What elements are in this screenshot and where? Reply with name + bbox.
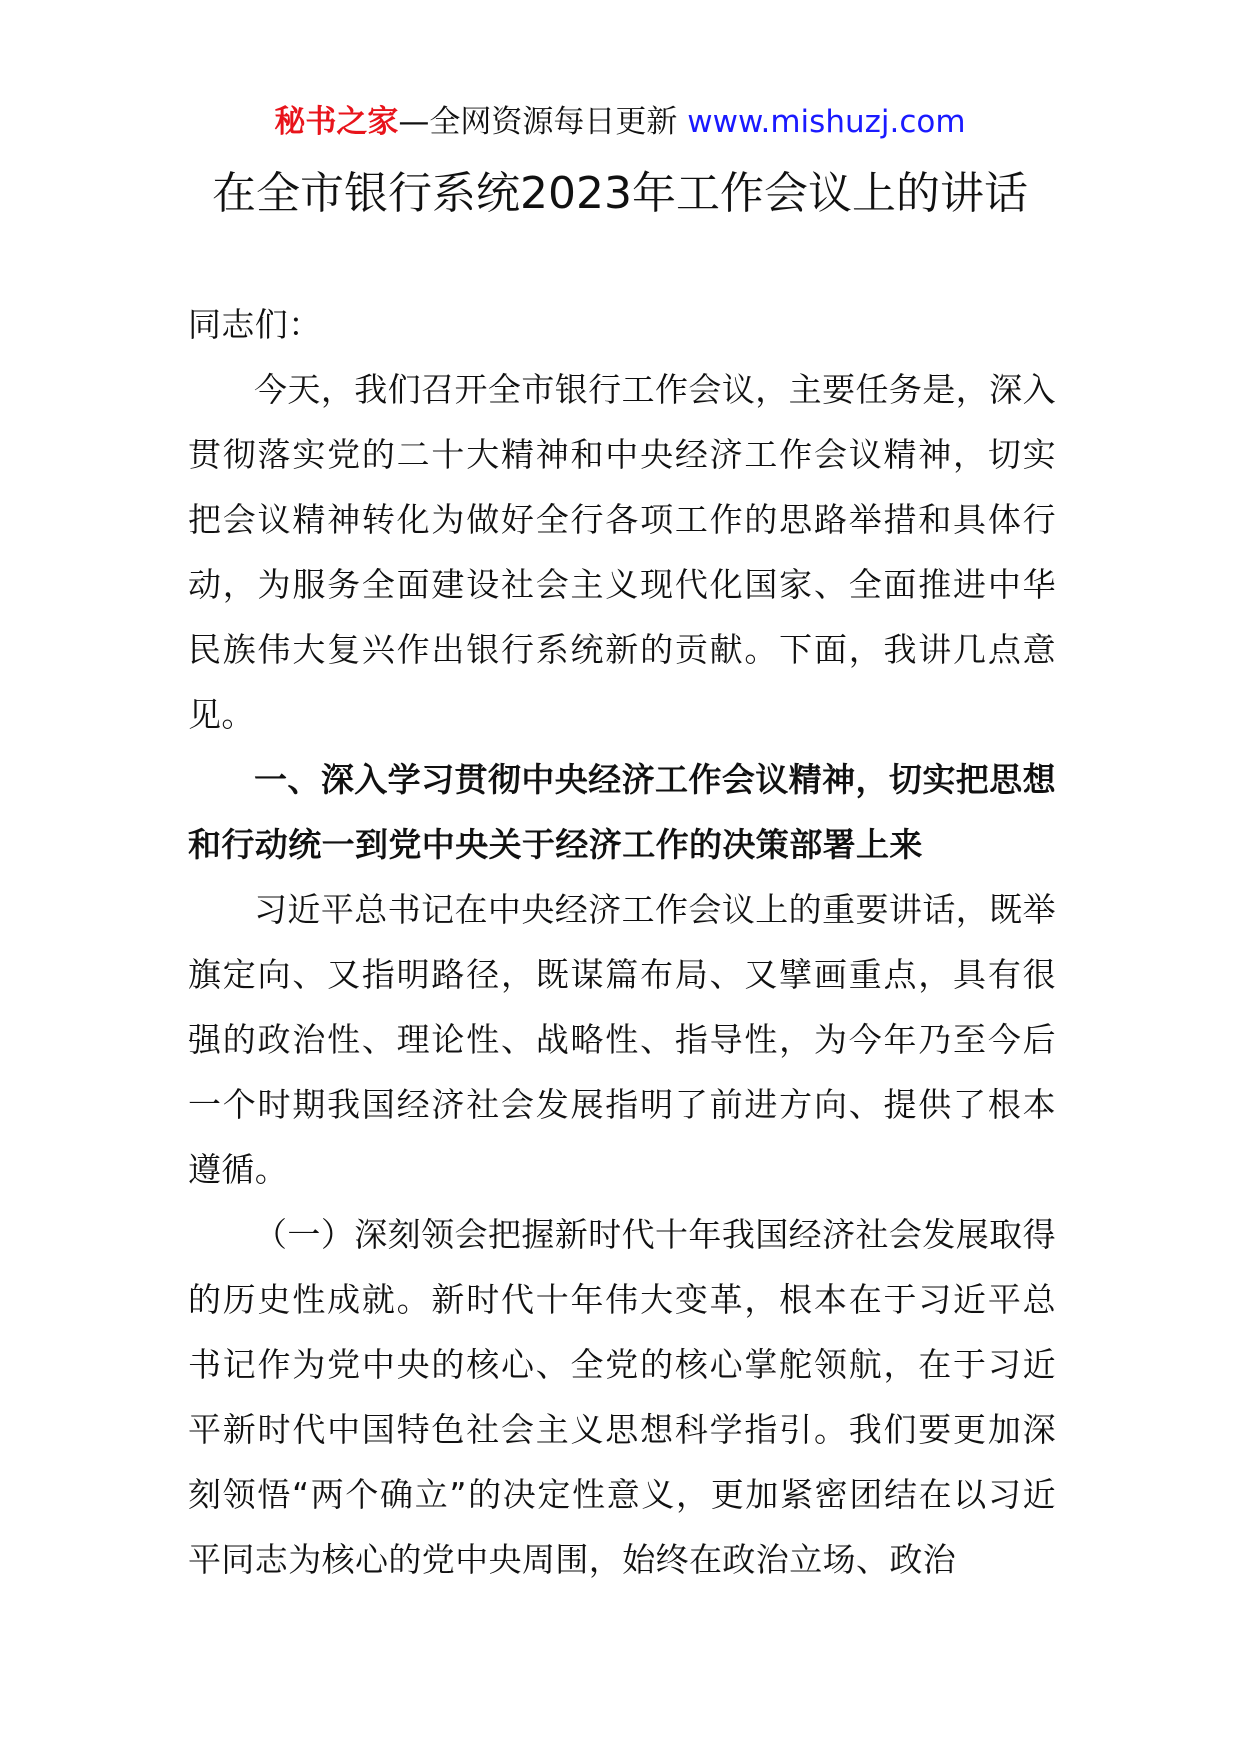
greeting: 同志们： — [188, 305, 322, 344]
site-url-link[interactable]: www.mishuzj.com — [687, 104, 966, 140]
header-dash: — — [398, 104, 430, 140]
body-paragraph: （一）深刻领会把握新时代十年我国经济社会发展取得的历史性成就。新时代十年伟大变革，根本在于习近平总书记作为党中央的核心、全党的核心掌舵领航，在于习近平新时代中国特色社会主义思想科学指引。我们要更加深刻领悟“两个确立”的决定性意义，更加紧密团结在以习近平同志为核心的党中央周围，始终在政治立场、政治 — [188, 1215, 1056, 1579]
section-heading: 一、深入学习贯彻中央经济工作会议精神，切实把思想和行动统一到党中央关于经济工作的决策部署上来 — [188, 760, 1056, 864]
body-paragraph: 习近平总书记在中央经济工作会议上的重要讲话，既举旗定向、又指明路径，既谋篇布局、又擘画重点，具有很强的政治性、理论性、战略性、指导性，为今年乃至今后一个时期我国经济社会发展指明了前进方向、提供了根本遵循。 — [188, 890, 1056, 1189]
body-paragraph: 今天，我们召开全市银行工作会议，主要任务是，深入贯彻落实党的二十大精神和中央经济工作会议精神，切实把会议精神转化为做好全行各项工作的思路举措和具体行动，为服务全面建设社会主义现代化国家、全面推进中华民族伟大复兴作出银行系统新的贡献。下面，我讲几点意见。 — [188, 370, 1056, 734]
document-title: 在全市银行系统2023年工作会议上的讲话 — [212, 168, 1028, 219]
site-header — [0, 102, 1240, 142]
brand-name: 秘书之家 — [274, 104, 399, 140]
header-slogan: 全网资源每日更新 — [429, 104, 678, 140]
document-body — [188, 292, 1056, 1592]
